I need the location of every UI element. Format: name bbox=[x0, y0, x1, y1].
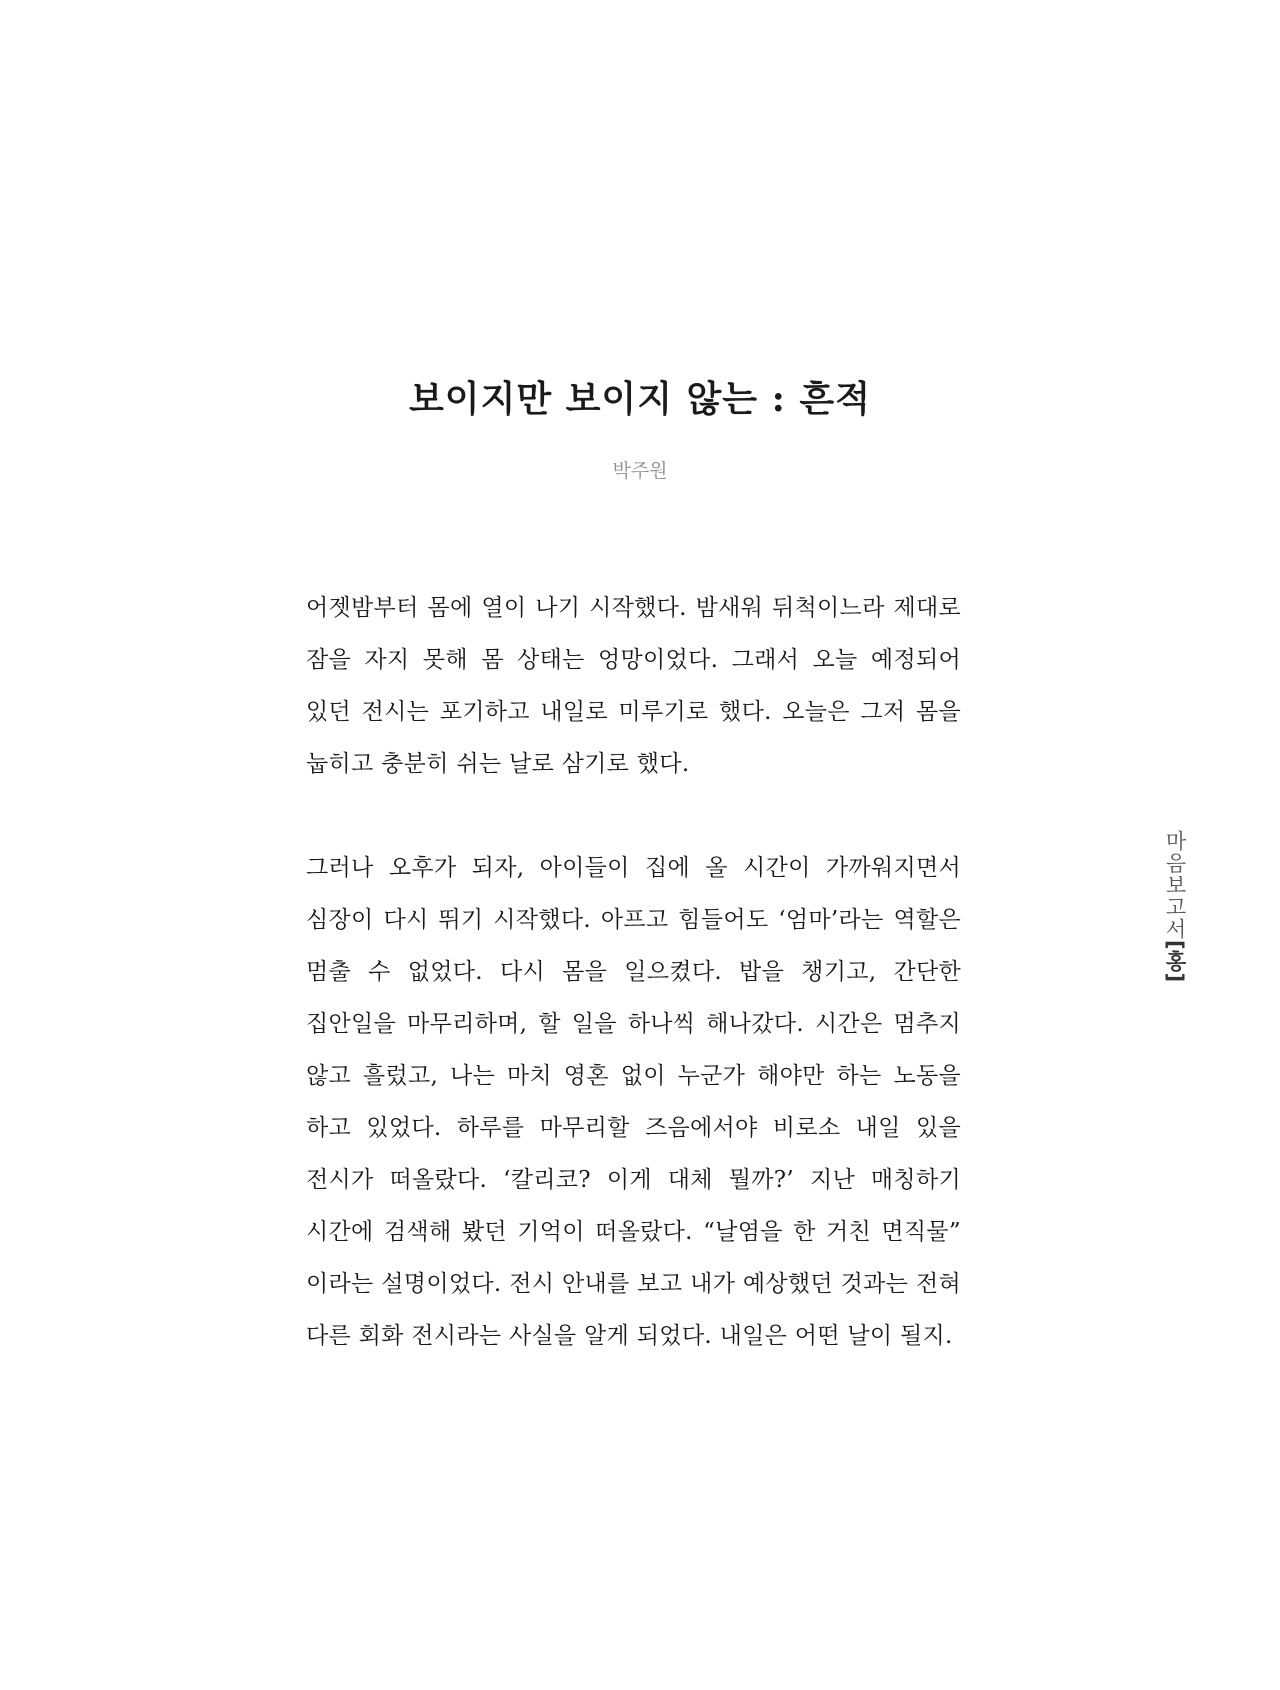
paragraph-2: 그러나 오후가 되자, 아이들이 집에 올 시간이 가까워지면서 심장이 다시 뛰기 시작했다. 아프고 힘들어도 ‘엄마’라는 역할은 멈출 수 없었다. 다시 몸을 일으켰다. 밥을 챙기고, 간단한 집안일을 마무리하며, 할 일을 하나씩 해나갔다. 시간은 멈추지 않고 흘렀고, 나는 마치 영혼 없이 누군가 해야만 하는 노동을 하고 있었다. 하루를 마무리할 즈음에서야 비로소 내일 있을 전시가 떠올랐다. ‘칼리코? 이게 대체 뭘까?’ 지난 매칭하기 시간에 검색해 봤던 기억이 떠올랐다. “날염을 한 거친 면직물” 이라는 설명이었다. 전시 안내를 보고 내가 예상했던 것과는 전혀 다른 회화 전시라는 사실을 알게 되었다. 내일은 어떤 날이 될지. bbox=[306, 855, 961, 1349]
side-label-text: 마음보고서 bbox=[1163, 830, 1187, 940]
side-label-bracket-open: [ bbox=[1163, 940, 1187, 951]
author-name: 박주원 bbox=[612, 460, 668, 482]
side-section-label bbox=[1160, 830, 1190, 1020]
side-label-tag: 홍 bbox=[1163, 950, 1187, 973]
page-title: 보이지만 보이지 않는 : 흔적 bbox=[409, 378, 871, 420]
side-label-bracket-close: ] bbox=[1163, 972, 1187, 984]
paragraph-1: 어젯밤부터 몸에 열이 나기 시작했다. 밤새워 뒤척이느라 제대로 잠을 자지 못해 몸 상태는 엉망이었다. 그래서 오늘 예정되어 있던 전시는 포기하고 내일로 미루기로 했다. 오늘은 그저 몸을 눕히고 충분히 쉬는 날로 삼기로 했다. bbox=[306, 595, 961, 777]
article-body bbox=[306, 582, 961, 1414]
